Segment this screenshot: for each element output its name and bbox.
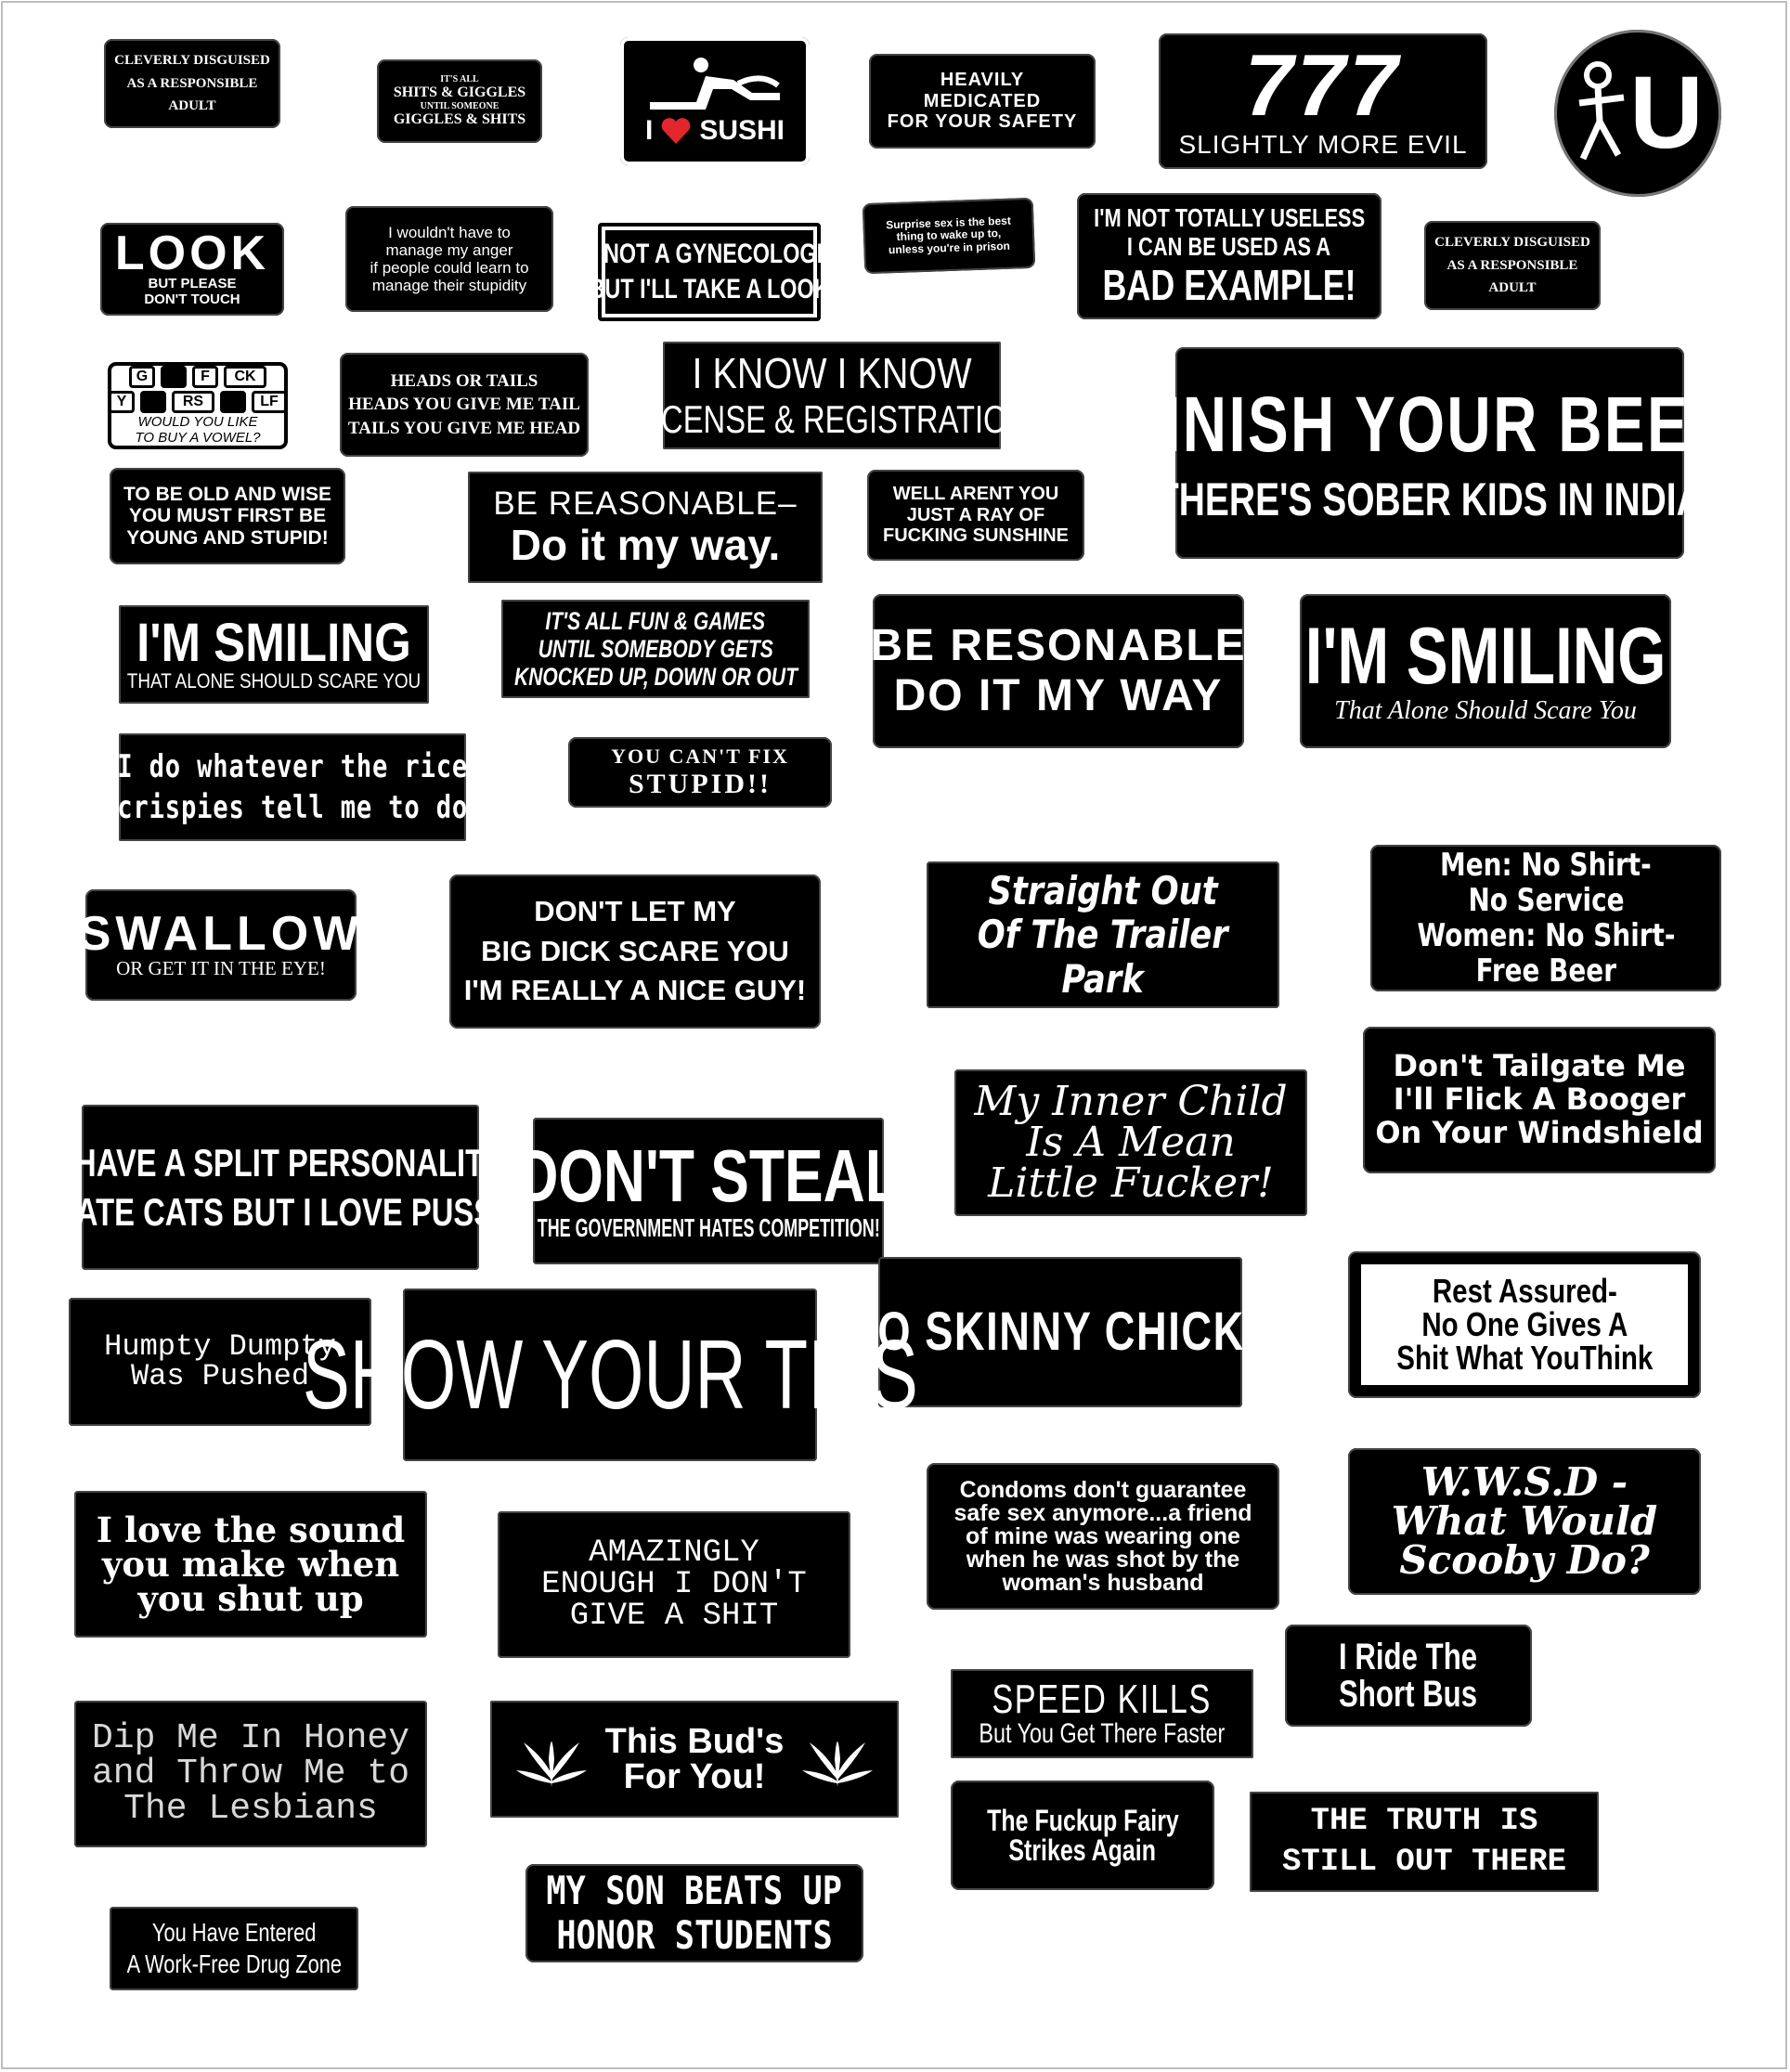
sticker-cleverly-disguised-2 <box>1424 221 1601 310</box>
sticker-line: THE GOVERNMENT HATES COMPETITION! <box>537 1213 880 1243</box>
sticker-ray-of-sunshine <box>867 470 1084 561</box>
sticker-old-and-wise <box>110 468 345 564</box>
vowel-tile: CK <box>224 366 266 388</box>
sticker-line: Free Beer <box>1475 952 1616 991</box>
sticker-line: I HATE CATS BUT I LOVE PUSSY! <box>36 1190 525 1234</box>
sticker-line: GIGGLES & SHITS <box>393 111 526 128</box>
sticker-line: I'M NOT A GYNECOLOGIST <box>567 239 851 270</box>
sticker-line: U <box>1629 56 1704 170</box>
sticker-amazingly <box>498 1511 850 1658</box>
sticker-line: HEADS OR TAILS <box>390 371 538 392</box>
sticker-line: Straight Out <box>988 868 1218 914</box>
sticker-dont-let-my <box>449 874 821 1029</box>
sticker-trailer-park <box>927 861 1279 1008</box>
sticker-line: ADULT <box>168 98 216 114</box>
sticker-line: I'M REALLY A NICE GUY! <box>463 974 807 1007</box>
sticker-swallow <box>78 889 364 1001</box>
sticker-line: No One Gives A <box>1420 1305 1628 1343</box>
sticker-line: SPEED KILLS <box>992 1677 1213 1722</box>
sticker-line: AMAZINGLY <box>589 1535 759 1571</box>
sticker-line: YOU CAN'T FIX <box>611 744 789 768</box>
sticker-my-son-beats-up <box>525 1864 863 1962</box>
sticker-line: of mine was wearing one <box>966 1522 1240 1549</box>
sticker-line: NO SKINNY CHICKS <box>846 1301 1275 1362</box>
sticker-line: Rest Assured- <box>1432 1272 1617 1310</box>
sticker-rice-crispies <box>119 733 466 841</box>
blank-tile <box>220 391 246 413</box>
sticker-dip-me-in-honey <box>74 1701 427 1847</box>
sticker-line: LOOK <box>114 226 270 280</box>
sticker-line: HEAVILY <box>940 70 1025 91</box>
sticker-line: AS A RESPONSIBLE <box>1446 257 1578 273</box>
sticker-line: W.W.S.D - <box>1420 1459 1628 1505</box>
sticker-line: manage my anger <box>385 240 513 259</box>
sticker-line: CLEVERLY DISGUISED <box>114 52 270 68</box>
sticker-line: WELL ARENT YOU <box>892 484 1059 505</box>
sticker-line: SHOW YOUR TITS <box>302 1319 918 1430</box>
sticker-line: Little Fucker! <box>988 1159 1274 1207</box>
sticker-rest-assured <box>1348 1251 1701 1398</box>
sticker-line: you shut up <box>137 1577 364 1619</box>
sticker-line: BUT I'LL TAKE A LOOK <box>589 274 830 304</box>
sticker-line: HONOR STUDENTS <box>556 1912 833 1958</box>
sticker-line: ADULT <box>1488 280 1537 296</box>
cannabis-leaf-icon <box>514 1722 589 1796</box>
sticker-line: IT'S ALL FUN & GAMES <box>545 606 766 635</box>
sticker-line: DO IT MY WAY <box>893 671 1224 720</box>
sticker-line: LICENSE & REGISTRATION <box>635 397 1029 442</box>
sticker-line: Don't Tailgate Me <box>1393 1048 1686 1084</box>
sticker-line: STUPID!! <box>628 768 772 799</box>
sticker-line: DON'T LET MY <box>534 894 736 927</box>
vowel-tile: Y <box>109 391 135 413</box>
sticker-line: I Ride The <box>1339 1637 1478 1677</box>
vowel-tile: G <box>129 366 155 388</box>
sticker-manage-anger <box>345 206 553 312</box>
vowel-tile: F <box>192 366 218 388</box>
sticker-line: TO BE OLD AND WISE <box>123 483 331 505</box>
sticker-line: Humpty Dumpty <box>104 1329 336 1364</box>
sticker-fun-and-games <box>501 600 810 698</box>
sticker-line: AS A RESPONSIBLE <box>126 75 258 91</box>
sticker-line: FINISH YOUR BEER <box>1123 380 1736 468</box>
sticker-split-personality <box>36 1105 525 1270</box>
sticker-line: THERE'S SOBER KIDS IN INDIA <box>1157 473 1703 526</box>
cannabis-leaf-icon <box>800 1722 875 1796</box>
sticker-line: DON'T TOUCH <box>144 291 240 307</box>
sticker-shits-giggles <box>377 59 542 143</box>
sticker-line: Is A Mean <box>1026 1119 1236 1166</box>
sticker-line: and Throw Me to <box>91 1754 410 1794</box>
sticker-line: SUSHI <box>699 115 785 147</box>
sushi-figure-icon <box>641 56 789 113</box>
sticker-line: I CAN BE USED AS A <box>1127 232 1331 262</box>
sticker-line: ENOUGH I DON'T <box>541 1567 807 1602</box>
sticker-totally-useless <box>1077 193 1381 319</box>
blank-tile <box>140 391 166 413</box>
sticker-truth-is-out-there <box>1250 1792 1599 1892</box>
sticker-line: THE TRUTH IS <box>1310 1803 1538 1839</box>
sticker-line: For You! <box>623 1757 766 1796</box>
sticker-im-smiling-2 <box>1300 594 1671 748</box>
sticker-line: STILL OUT THERE <box>1281 1845 1567 1880</box>
sticker-line: Of The Trailer <box>978 912 1228 958</box>
sticker-surprise-sex <box>863 198 1036 274</box>
sticker-line: THAT ALONE SHOULD SCARE YOU <box>126 668 422 693</box>
sticker-line: FOR YOUR SAFETY <box>887 111 1078 133</box>
sticker-line: safe sex anymore...a friend <box>953 1499 1252 1526</box>
sticker-line: BE RESONABLE <box>870 621 1247 671</box>
sticker-line: Men: No Shirt- <box>1440 846 1652 884</box>
sticker-line: I HAVE A SPLIT PERSONALITY <box>57 1140 504 1185</box>
sticker-line: BE REASONABLE– <box>493 485 798 522</box>
sticker-line: No Service <box>1467 881 1625 919</box>
sticker-line: Short Bus <box>1339 1674 1478 1715</box>
sticker-no-skinny-chicks <box>846 1257 1275 1407</box>
sticker-line: FUCKING SUNSHINE <box>882 525 1069 547</box>
sticker-work-free-drug-zone <box>110 1907 358 1990</box>
sticker-line: SHITS & GIGGLES <box>393 84 526 101</box>
sticker-condoms <box>927 1463 1279 1610</box>
sticker-line: You Have Entered <box>151 1918 317 1948</box>
sticker-speed-kills <box>951 1669 1253 1758</box>
sticker-love-the-sound <box>74 1491 427 1638</box>
sticker-line: woman's husband <box>1002 1569 1204 1596</box>
sticker-im-smiling-1 <box>119 605 429 704</box>
vowel-tile: LF <box>252 391 287 413</box>
sticker-inner-child <box>954 1069 1307 1216</box>
sticker-line: SWALLOW <box>78 907 364 962</box>
sticker-line: JUST A RAY OF <box>906 504 1045 525</box>
sticker-fuckup-fairy <box>951 1781 1214 1890</box>
sticker-line: Women: No Shirt- <box>1417 917 1675 954</box>
heart-icon <box>660 117 692 145</box>
sticker-line: Condoms don't guarantee <box>959 1476 1247 1503</box>
sticker-line: Strikes Again <box>1008 1833 1157 1867</box>
sticker-line: KNOCKED UP, DOWN OR OUT <box>513 663 798 692</box>
sticker-line: Shit What YouThink <box>1395 1339 1654 1377</box>
sticker-be-resonable-2 <box>870 594 1247 748</box>
sticker-tailgate <box>1363 1027 1716 1173</box>
sticker-line: I KNOW I KNOW <box>692 348 972 397</box>
sticker-line: UNTIL SOMEONE <box>420 101 499 111</box>
sticker-line: WOULD YOU LIKE <box>137 413 258 430</box>
sticker-line: YOU MUST FIRST BE <box>128 505 327 527</box>
sticker-line: CLEVERLY DISGUISED <box>1434 234 1590 250</box>
sticker-buy-a-vowel <box>108 362 288 449</box>
sticker-line: I'M SMILING <box>136 612 411 673</box>
sticker-i-love-sushi <box>620 37 810 165</box>
sticker-line: MY SON BEATS UP <box>546 1867 843 1913</box>
sticker-line: Park <box>1061 955 1145 1002</box>
sticker-line: I do whatever the rice <box>117 747 468 785</box>
sticker-heavily-medicated <box>869 54 1096 149</box>
sticker-line: Was Pushed <box>130 1359 310 1393</box>
sticker-line: Surprise sex is the best <box>885 214 1012 232</box>
sticker-line: you make when <box>101 1543 400 1585</box>
sticker-line: That Alone Should Scare You <box>1334 696 1637 726</box>
sticker-be-reasonable-1 <box>468 472 823 583</box>
sticker-cant-fix-stupid <box>568 737 832 808</box>
sticker-line: GIVE A SHIT <box>569 1599 779 1634</box>
sticker-line: I'M SMILING <box>1304 612 1667 702</box>
sticker-no-shirt <box>1370 845 1721 991</box>
sticker-line: when he was shot by the <box>966 1546 1240 1573</box>
sticker-line: Dip Me In Honey <box>91 1718 410 1758</box>
sticker-line: HEADS YOU GIVE ME TAIL <box>348 395 580 415</box>
sticker-line: manage their stupidity <box>371 277 527 295</box>
sticker-line: TO BUY A VOWEL? <box>135 429 261 446</box>
sticker-line: On Your Windshield <box>1375 1114 1704 1150</box>
sticker-line: This Bud's <box>604 1722 785 1761</box>
sticker-line: unless you're in prison <box>888 239 1011 256</box>
sticker-line: DON'T STEAL <box>516 1134 901 1218</box>
sticker-line: OR GET IT IN THE EYE! <box>116 957 326 980</box>
sticker-line: I <box>644 115 654 147</box>
sticker-look <box>100 223 284 316</box>
sticker-line: I wouldn't have to <box>388 223 511 241</box>
sticker-line: I'M NOT TOTALLY USELESS <box>1094 202 1365 232</box>
sticker-line: The Lesbians <box>123 1789 378 1829</box>
sticker-show-your-tits <box>302 1289 918 1461</box>
sticker-line: I love the sound <box>96 1509 406 1550</box>
sticker-line: MEDICATED <box>923 90 1042 111</box>
sticker-line: YOUNG AND STUPID! <box>126 526 329 549</box>
sticker-777 <box>1159 33 1487 169</box>
sticker-line: TAILS YOU GIVE ME HEAD <box>347 418 581 438</box>
sticker-line: UNTIL SOMEBODY GETS <box>538 634 773 663</box>
sticker-heads-or-tails <box>340 353 589 457</box>
blank-tile <box>161 366 187 388</box>
sticker-line: Do it my way. <box>510 520 781 569</box>
sticker-dont-steal <box>516 1118 901 1264</box>
sticker-line: I'll Flick A Booger <box>1393 1081 1686 1118</box>
sticker-this-buds-for-you <box>490 1701 899 1818</box>
sticker-i-know <box>635 342 1029 449</box>
sticker-line: What Would <box>1391 1498 1658 1544</box>
sticker-line: thing to wake up to, <box>896 227 1002 244</box>
sticker-line: if people could learn to <box>370 259 529 277</box>
stick-figure-icon <box>1572 62 1629 164</box>
sticker-line: BIG DICK SCARE YOU <box>481 934 789 967</box>
vowel-tile: RS <box>172 391 214 413</box>
sticker-line: 777 <box>1244 35 1402 134</box>
sticker-line: crispies tell me to do <box>117 789 468 826</box>
sticker-line: A Work-Free Drug Zone <box>126 1949 342 1978</box>
sticker-line: Scooby Do? <box>1399 1537 1650 1583</box>
sticker-line: SLIGHTLY MORE EVIL <box>1178 129 1468 159</box>
sticker-gynecologist <box>567 223 851 321</box>
sticker-finish-your-beer <box>1123 347 1736 559</box>
sticker-wwsd <box>1348 1448 1701 1595</box>
sticker-line: BUT PLEASE <box>148 275 237 291</box>
sticker-short-bus <box>1285 1625 1532 1727</box>
sticker-line: My Inner Child <box>974 1078 1288 1125</box>
sticker-cleverly-disguised-1 <box>104 39 280 128</box>
sticker-line: BAD EXAMPLE! <box>1102 260 1356 309</box>
sticker-line: But You Get There Faster <box>979 1718 1226 1749</box>
sticker-stick-figure-u <box>1554 30 1721 197</box>
sticker-line: IT'S ALL <box>440 73 479 84</box>
sticker-line: The Fuckup Fairy <box>986 1804 1179 1837</box>
